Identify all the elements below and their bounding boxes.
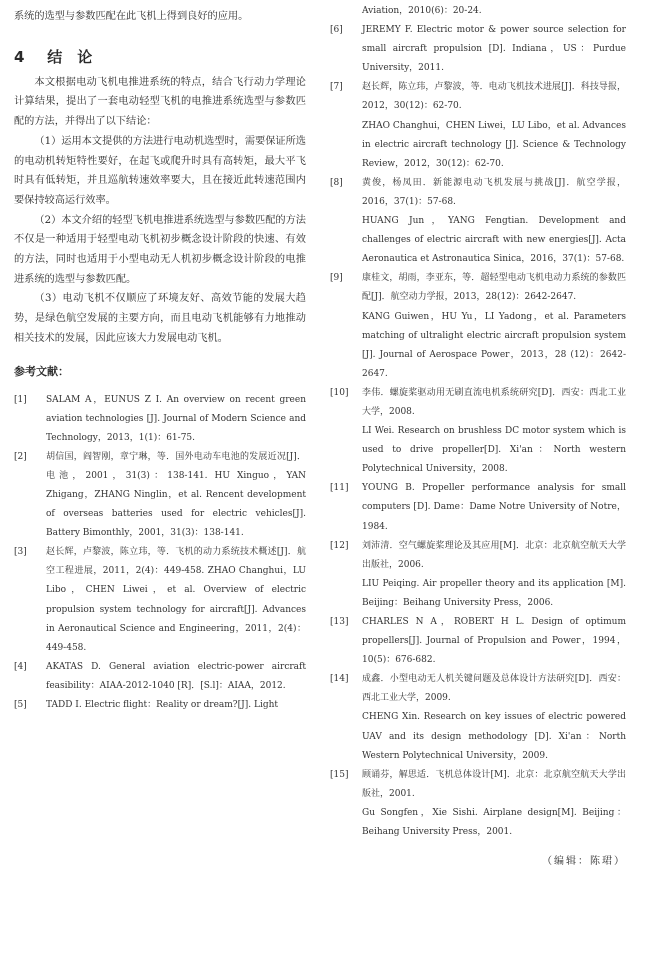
reference-text: YOUNG B. Propeller performance analysis for small computers [D]. Dame：Dame Notre University of Notre，1984. xyxy=(362,483,626,532)
reference-item xyxy=(330,613,626,670)
reference-text: 赵长辉，卢黎波，陈立玮，等．飞机的动力系统技术概述[J]．航空工程进展，2011，2(4)：449-458. ZHAO Changhui，LU Libo，CHEN Liwei，et al. Overview of electric propulsion system technology for aircraft[J]. Advances in Aeronautical Science and Engineering，2011，2(4)：449-458. xyxy=(46,547,306,653)
paragraph: （1）运用本文提供的方法进行电动机选型时，需要保证所选的电动机转矩特性要好，在起飞或爬升时具有高转矩，最大平飞时具有低转矩，并且巡航转速效率要大，且在接近此转速范围内要保持较高运行效率。 xyxy=(14,135,306,206)
reference-text: 黄俊，杨凤田．新能源电动飞机发展与挑战[J]．航空学报，2016，37(1)：57-68. xyxy=(362,177,626,207)
intro-tail: 系统的选型与参数匹配在此飞机上得到良好的应用。 xyxy=(14,11,249,22)
section-number: 4 xyxy=(14,47,25,66)
reference-item xyxy=(330,21,626,78)
reference-text: 刘沛清．空气螺旋桨理论及其应用[M]．北京：北京航空航天大学出版社，2006. xyxy=(362,540,626,570)
reference-text: 赵长辉，陈立玮，卢黎波，等．电动飞机技术进展[J]．科技导报，2012，30(12)：62-70. xyxy=(362,82,626,112)
reference-text: Aviation，2010(6)：20-24. xyxy=(362,6,482,16)
section-title: 结 论 xyxy=(47,47,93,66)
reference-text: 康桂文，胡雨，李亚东，等．超轻型电动飞机电动力系统的参数匹配[J]．航空动力学报，2013，28(12)：2642-2647. xyxy=(362,273,626,303)
references-heading: 参考文献： xyxy=(14,364,69,378)
section-heading xyxy=(14,43,306,71)
reference-item xyxy=(14,391,306,448)
reference-text: 李伟．螺旋桨驱动用无刷直流电机系统研究[D]．西安：西北工业大学，2008. xyxy=(362,387,626,417)
reference-number: [2] xyxy=(14,451,27,462)
reference-number: [14] xyxy=(330,674,349,685)
reference-number: [10] xyxy=(330,387,349,398)
reference-number: [13] xyxy=(330,617,349,627)
reference-text-en: ZHAO Changhui，CHEN Liwei，LU Libo，et al. Advances in electric aircraft technology [J]. Science & Technology Review，2012，30(12)：62-70. xyxy=(362,120,626,169)
reference-item xyxy=(14,696,306,715)
reference-text-en: CHENG Xin. Research on key issues of electric powered UAV and its design methodology [D]. Xi'an：North Western Polytechnical University，2009. xyxy=(362,712,626,761)
reference-item xyxy=(14,448,306,543)
reference-text: TADD I. Electric flight：Reality or dream?[J]. Light xyxy=(46,700,279,711)
reference-item xyxy=(330,670,626,765)
reference-text: AKATAS D. General aviation electric-power aircraft feasibility：AIAA-2012-1040 [R]．[S.l]：AIAA，2012. xyxy=(46,661,306,691)
reference-item xyxy=(330,384,626,479)
paragraph: （3）电动飞机不仅顺应了环境友好、高效节能的发展大趋势，是绿色航空发展的主要方向，而且电动飞机能够有力地推动相关技术的发展，因此应该大力发展电动飞机。 xyxy=(14,293,306,344)
reference-text-en: HUANG Jun，YANG Fengtian. Development and challenges of electric aircraft with new energies[J]. Acta Aeronautica et Astronautica Sinica，2016，37(1)：57-68. xyxy=(362,216,626,265)
reference-text: JEREMY F. Electric motor & power source selection for small aircraft propulsion [D]. Indiana，US：Purdue University，2011. xyxy=(362,25,626,74)
reference-text-en: LIU Peiqing. Air propeller theory and its application [M]. Beijing：Beihang University Press，2006. xyxy=(362,578,626,608)
editor-note: （编辑：陈珺） xyxy=(542,856,626,867)
reference-item xyxy=(330,766,626,842)
reference-text-en: KANG Guiwen，HU Yu，LI Yadong，et al. Parameters matching of ultralight electric aircraft propulsion system [J]. Journal of Aerospace Power，2013，28 (12)：2642-2647. xyxy=(362,311,626,379)
reference-text: SALAM A，EUNUS Z I. An overview on recent green aviation technologies [J]. Journal of Modern Science and Technology，2013，1(1)：61-75. xyxy=(46,394,306,443)
reference-number: [4] xyxy=(14,661,27,672)
reference-text: 胡信国，阎智刚，章宁琳，等．国外电动车电池的发展近况[J]．电池，2001，31(3)：138-141. HU Xinguo，YAN Zhigang，ZHANG Ninglin，et al. Rencent development of overseas batteries used for electric vehicles[J]. Battery Bimonthly，2001，31(3)：138-141. xyxy=(46,451,306,539)
reference-list-right xyxy=(330,21,626,842)
paragraph: 本文根据电动飞机电推进系统的特点，结合飞行动力学理论计算结果，提出了一套电动轻型飞机的电推进系统选型与参数匹配的方法，并得出了以下结论： xyxy=(14,76,306,128)
reference-item xyxy=(330,78,626,173)
reference-number: [15] xyxy=(330,769,349,780)
reference-number: [11] xyxy=(330,483,349,494)
reference-number: [6] xyxy=(330,25,343,36)
reference-number: [9] xyxy=(330,273,343,284)
paragraph: （2）本文介绍的轻型飞机电推进系统选型与参数匹配的方法不仅是一种适用于轻型电动飞机初步概念设计阶段的快速、有效的方法，同时也适用于小型电动无人机初步概念设计阶段的电推进系统的选型与参数匹配。 xyxy=(14,214,306,285)
reference-number: [5] xyxy=(14,700,27,711)
reference-item xyxy=(330,174,626,269)
right-column xyxy=(330,0,626,842)
reference-number: [7] xyxy=(330,82,343,93)
reference-number: [3] xyxy=(14,547,27,558)
left-column xyxy=(14,0,306,715)
reference-number: [1] xyxy=(14,394,27,405)
reference-text: CHARLES N A，ROBERT H L. Design of optimum propellers[J]. Journal of Propulsion and Power，1994，10(5)：676-682. xyxy=(362,617,626,666)
reference-item xyxy=(330,479,626,536)
reference-item xyxy=(330,537,626,613)
reference-text-en: Gu Songfen，Xie Sishi. Airplane design[M]. Beijing：Beihang University Press，2001. xyxy=(362,807,626,838)
reference-item xyxy=(330,269,626,384)
reference-text: 顾诵芬，解思适．飞机总体设计[M]．北京：北京航空航天大学出版社，2001. xyxy=(362,769,626,799)
reference-item xyxy=(14,543,306,658)
reference-item xyxy=(14,658,306,696)
reference-list-left xyxy=(14,391,306,716)
reference-number: [12] xyxy=(330,540,349,551)
reference-continuation xyxy=(330,2,626,21)
reference-text-en: LI Wei. Research on brushless DC motor system which is used to drive propeller[D]. Xi'an：North western Polytechnical University，2008. xyxy=(362,426,626,475)
reference-text: 成鑫．小型电动无人机关键问题及总体设计方法研究[D]．西安：西北工业大学，2009. xyxy=(362,674,626,704)
reference-number: [8] xyxy=(330,177,343,188)
